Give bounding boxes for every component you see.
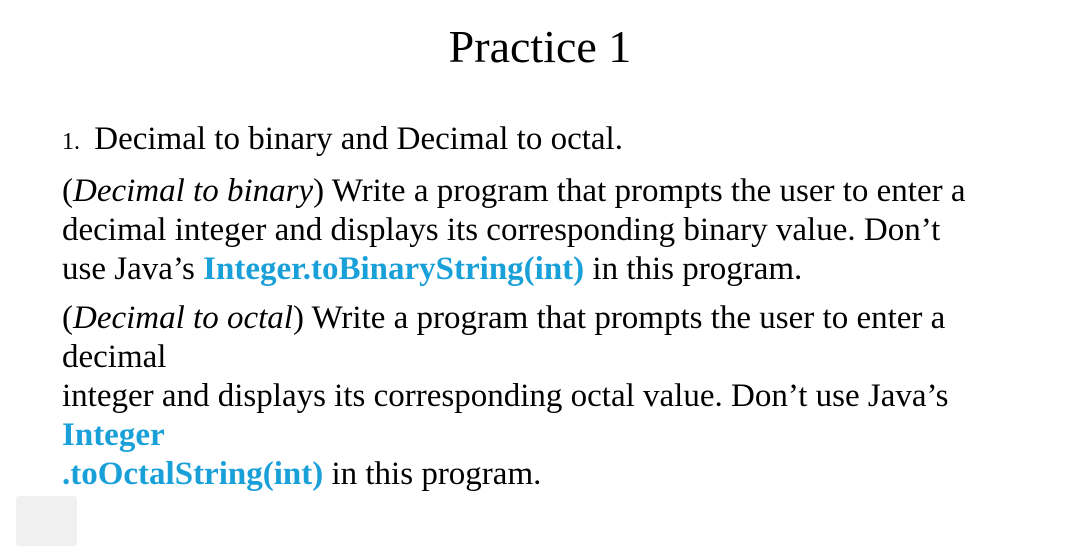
octal-method-name-part-2: .toOctalString(int): [62, 456, 324, 492]
octal-line-3: integer and displays its corresponding octal value. Don’t use Java’s: [62, 378, 949, 414]
slide-nav-button[interactable]: [16, 496, 77, 546]
binary-paragraph: [62, 172, 1072, 289]
octal-line-5-post: in this program.: [323, 456, 542, 492]
binary-line-1-text: ) Write a program that prompts the user to enter a: [313, 173, 966, 209]
octal-method-name-part-1: Integer: [62, 417, 165, 453]
binary-line-3-pre: use Java’s: [62, 251, 204, 287]
list-item-text: Decimal to binary and Decimal to octal.: [94, 121, 623, 157]
binary-method-name: Integer.toBinaryString(int): [203, 251, 585, 287]
binary-line-3-post: in this program.: [584, 251, 803, 287]
octal-line-1-text: ) Write a program that prompts the user to enter a: [292, 300, 946, 336]
octal-label: Decimal to octal: [73, 300, 293, 336]
list-item: [62, 120, 1072, 162]
binary-label: Decimal to binary: [73, 173, 314, 209]
octal-open-paren: (: [62, 300, 73, 336]
list-item-number: 1.: [62, 129, 80, 155]
octal-line-5: [62, 455, 1072, 494]
octal-line-2: decimal: [62, 339, 167, 375]
slide-body: [62, 120, 1072, 504]
binary-line-3: [62, 250, 1072, 289]
octal-line-1: [62, 299, 1072, 338]
slide-title: Practice 1: [448, 21, 632, 72]
binary-open-paren: (: [62, 173, 73, 209]
binary-line-1: [62, 172, 1072, 211]
octal-paragraph: [62, 299, 1072, 494]
binary-line-2: decimal integer and displays its corresponding binary value. Don’t: [62, 212, 941, 248]
